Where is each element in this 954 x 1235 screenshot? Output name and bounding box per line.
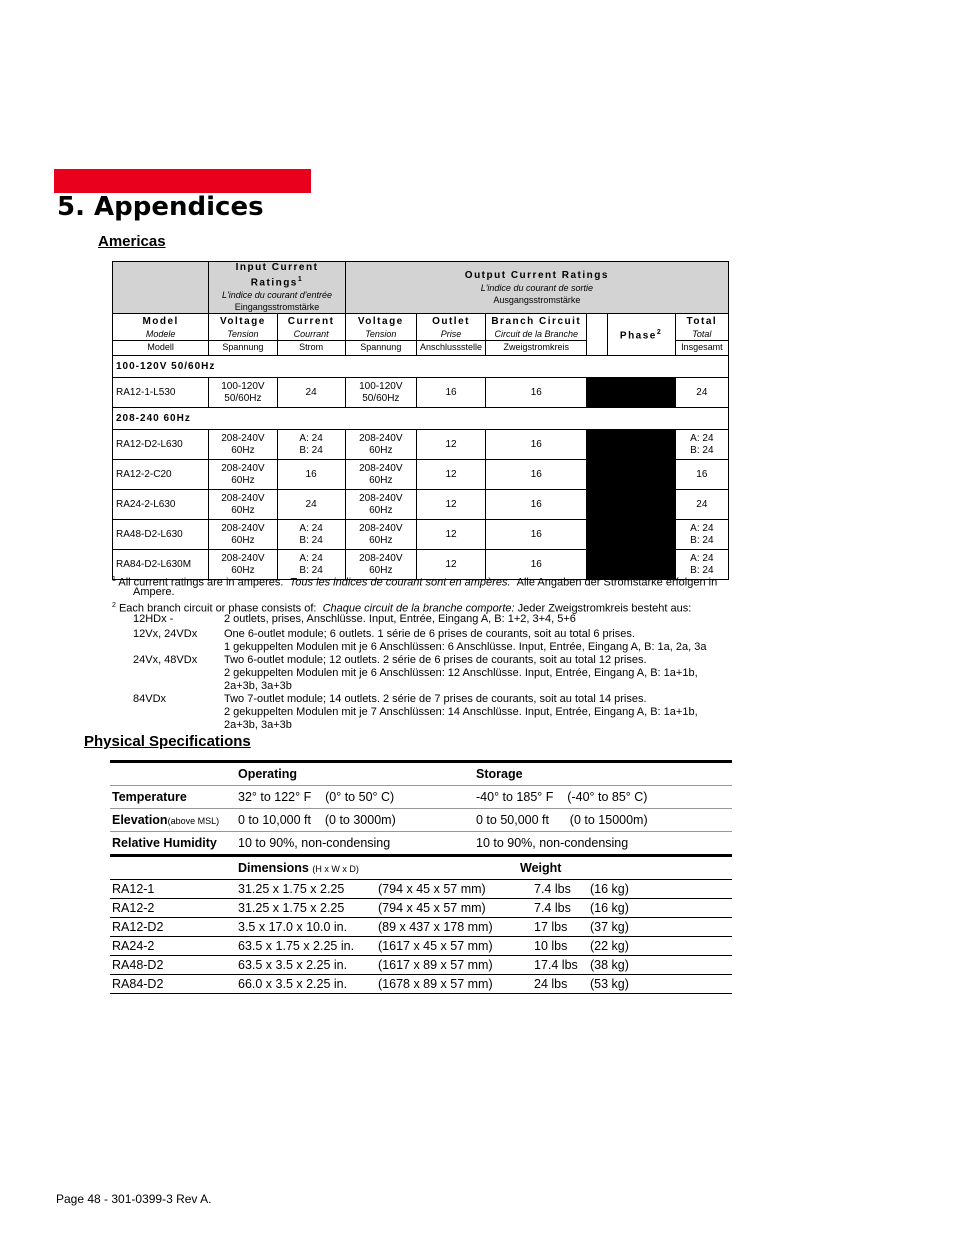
note-text-84vdx-3: 2a+3b, 3a+3b <box>224 719 292 731</box>
note-label-12hdx: 12HDx - <box>133 613 174 625</box>
col-spacer <box>587 314 607 356</box>
note-text-12vx-1: One 6-outlet module; 6 outlets. 1 série de 6 prises de courants, soit au total 6 prises. <box>224 628 635 640</box>
physical-specs-heading: Physical Specifications <box>84 733 251 750</box>
note-text-24vx-1: Two 6-outlet module; 12 outlets. 2 série de 6 prises de courants, soit au total 12 prises. <box>224 654 647 666</box>
footnote-1-cont: Ampere. <box>133 586 175 598</box>
group-100-120v: 100-120V 50/60Hz <box>113 356 729 378</box>
table-row: RA24-2-L630 208-240V 60Hz 24 208-240V 60Hz 12 16 24 <box>113 490 729 520</box>
table-row: RA12-D2-L630 208-240V 60Hz A: 24 B: 24 208-240V 60Hz 12 16 A: 24 B: 24 <box>113 430 729 460</box>
phase-blackout <box>587 430 675 460</box>
note-label-84vdx: 84VDx <box>133 693 167 705</box>
humidity-row: Relative Humidity 10 to 90%, non-condensing 10 to 90%, non-condensing <box>112 836 629 850</box>
phase-blackout <box>587 378 675 408</box>
col-in-voltage: Voltage Tension Spannung <box>209 314 277 356</box>
input-ratings-header: Input Current Ratings$^1$ L'indice du courant d'entrée Eingangsstromstärke <box>209 262 345 314</box>
phase-blackout <box>587 460 675 490</box>
model-header-blank <box>113 262 209 314</box>
table-row: RA48-D2-L630 208-240V 60Hz A: 24 B: 24 208-240V 60Hz 12 16 A: 24 B: 24 <box>113 520 729 550</box>
page-title: 5. Appendices <box>57 192 264 222</box>
note-text-12hdx: 2 outlets, prises, Anschlüsse. Input, Entrée, Eingang A, B: 1+2, 3+4, 5+6 <box>224 613 576 625</box>
output-ratings-header: Output Current Ratings L'indice du courant de sortie Ausgangsstromstärke <box>345 262 728 314</box>
group-208-240v: 208-240 60Hz <box>113 408 729 430</box>
column-header-row <box>113 314 729 356</box>
current-ratings-table <box>112 261 729 580</box>
page-footer: Page 48 - 301-0399-3 Rev A. <box>56 1192 212 1206</box>
elevation-row: Elevation(above MSL) 0 to 10,000 ft (0 to 3000m) 0 to 50,000 ft (0 to 15000m) <box>110 809 732 832</box>
storage-header: Storage <box>474 762 732 786</box>
col-branch: Branch Circuit Circuit de la Branche Zweigstromkreis <box>486 314 587 356</box>
table-row: RA12-1-L530 100-120V 50/60Hz 24 100-120V 50/60Hz 16 16 24 <box>113 378 729 408</box>
dimensions-header: Dimensions (H x W x D) <box>236 856 474 880</box>
weight-header: Weight <box>474 856 732 880</box>
table-row: RA84-D2-L630M 208-240V 60Hz A: 24 B: 24 208-240V 60Hz 12 16 A: 24 B: 24 <box>113 550 729 580</box>
note-text-84vdx-1: Two 7-outlet module; 14 outlets. 2 série de 7 prises de courants, soit au total 14 prises. <box>224 693 647 705</box>
footnote-1: $^1$ All current ratings are in amperes. Tous les indices de courant sont en ampères. Alle Angaben der Stromstärke erfolgen in <box>112 576 718 589</box>
operating-header: Operating <box>236 762 474 786</box>
note-label-12vx: 12Vx, 24VDx <box>133 628 198 640</box>
table-row: RA84-D2 66.0 x 3.5 x 2.25 in. (1678 x 89 x 57 mm) 24 lbs (53 kg) <box>110 975 732 994</box>
col-outlet: Outlet Prise Anschlussstelle <box>416 314 485 356</box>
table-row: RA12-D2 3.5 x 17.0 x 10.0 in. (89 x 437 x 178 mm) 17 lbs (37 kg) <box>110 918 732 937</box>
col-total: Total Total Insgesamt <box>675 314 728 356</box>
table-row: RA12-1 31.25 x 1.75 x 2.25 (794 x 45 x 57 mm) 7.4 lbs (16 kg) <box>110 880 732 899</box>
col-out-voltage: Voltage Tension Spannung <box>345 314 416 356</box>
americas-heading: Americas <box>98 233 166 250</box>
section-accent-bar <box>54 169 311 193</box>
table-row: RA12-2-C20 208-240V 60Hz 16 208-240V 60Hz 12 16 16 <box>113 460 729 490</box>
note-label-24vx: 24Vx, 48VDx <box>133 654 198 666</box>
table-row: RA48-D2 63.5 x 3.5 x 2.25 in. (1617 x 89 x 57 mm) 17.4 lbs (38 kg) <box>110 956 732 975</box>
table-row: RA12-2 31.25 x 1.75 x 2.25 (794 x 45 x 57 mm) 7.4 lbs (16 kg) <box>110 899 732 918</box>
col-model: Model Modele Modell <box>113 314 209 356</box>
phase-blackout <box>587 520 675 550</box>
col-in-current: Current Courrant Strom <box>277 314 345 356</box>
physical-specs-table <box>110 760 732 994</box>
col-phase: Phase$^2$ <box>607 314 675 356</box>
table-row: RA24-2 63.5 x 1.75 x 2.25 in. (1617 x 45 x 57 mm) 10 lbs (22 kg) <box>110 937 732 956</box>
note-text-24vx-2: 2 gekuppelten Modulen mit je 6 Anschlüssen: 12 Anschlüsse. Input, Entrée, Eingang A, B: 1a+1b, <box>224 667 698 679</box>
phase-blackout <box>587 490 675 520</box>
note-text-24vx-3: 2a+3b, 3a+3b <box>224 680 292 692</box>
temperature-row: Temperature 32° to 122° F (0° to 50° C) -40° to 185° F (-40° to 85° C) <box>110 786 732 809</box>
note-text-84vdx-2: 2 gekuppelten Modulen mit je 7 Anschlüssen: 14 Anschlüsse. Input, Entrée, Eingang A, B: 1a+1b, <box>224 706 698 718</box>
note-text-12vx-2: 1 gekuppelten Modulen mit je 6 Anschlüssen: 6 Anschlüsse. Input, Entrée, Eingang A, B: 1a, 2a, 3a <box>224 641 707 653</box>
footnote-2: $^2$ Each branch circuit or phase consists of: Chaque circuit de la branche comporte: Jeder Zweigstromkreis besteht aus: <box>112 602 692 615</box>
